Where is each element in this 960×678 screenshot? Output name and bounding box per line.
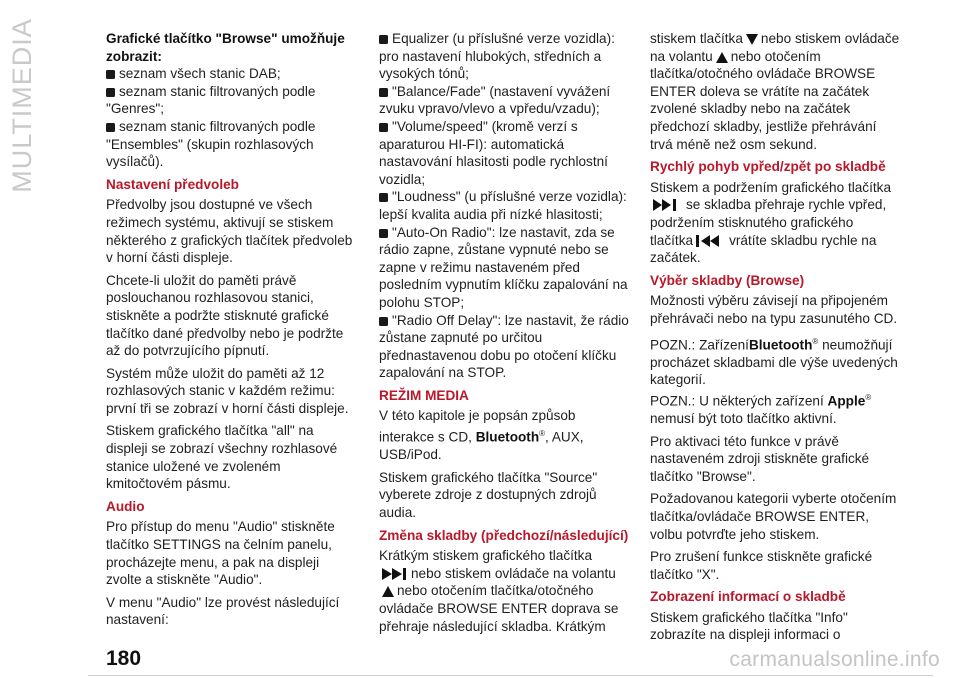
note: POZN.: ZařízeníBluetooth® neumožňují procházet skladbami dle výše uvedených kategorií.	[650, 336, 898, 388]
browse-intro-heading: Grafické tlačítko "Browse" umožňuje zobrazit:	[106, 31, 345, 64]
side-section-label	[2, 17, 42, 193]
section-heading-media: REŽIM MEDIA	[379, 387, 469, 403]
list-item: "Volume/speed" (kromě verzí s aparaturou HI-FI): automatická nastavování hlasitosti podle rychlostní vozidla;	[379, 118, 608, 187]
paragraph: Pro aktivaci této funkce v právě nastaveném zdroji stiskněte grafické tlačítko "Browse".	[650, 433, 870, 484]
side-label-text: MULTIMEDIA	[6, 17, 37, 193]
page-number: 180	[106, 647, 142, 670]
column-3	[650, 30, 900, 649]
paragraph: Stiskem a podržením grafického tlačítka se skladba přehraje rychle vpřed, podržením stisknutého grafického tlačítka vrátíte skladbu rychle na začátek.	[650, 179, 892, 266]
up-arrow-icon	[382, 586, 394, 597]
up-arrow-icon	[716, 52, 728, 63]
bullet-icon	[379, 193, 388, 202]
list-item: "Auto-On Radio": lze nastavit, zda se rádio zapne, zůstane vypnuté nebo se zapne v režimu nastaveném před posledním vypnutím klíčku zapalování na polohu STOP;	[379, 224, 628, 310]
next-track-icon	[382, 568, 408, 580]
list-item: "Radio Off Delay": lze nastavit, že rádio zůstane zapnuté po určitou přednastavenou dobu po otočení klíčku zapalování na STOP.	[379, 312, 629, 381]
bullet-icon	[106, 70, 115, 79]
bullet-icon	[379, 88, 388, 97]
list-item: seznam stanic filtrovaných podle "Genres";	[106, 83, 316, 117]
list-item: "Loudness" (u příslušné verze vozidla): lepší kvalita audia při nízké hlasitosti;	[379, 189, 627, 222]
column-2	[379, 30, 631, 640]
paragraph: Stiskem grafického tlačítka "Source" vyberete zdroje z dostupných zdrojů audia.	[379, 469, 598, 520]
paragraph: Krátkým stiskem grafického tlačítka nebo stiskem ovládače na volantu nebo otočením tlačítka/otočného ovládače BROWSE ENTER doprava se přehraje následující skladba. Krátkým	[379, 548, 619, 634]
list-item: Equalizer (u příslušné verze vozidla): pro nastavení hlubokých, středních a vysokých tónů;	[379, 31, 615, 82]
section-heading-change-track: Změna skladby (předchozí/následující)	[379, 527, 629, 543]
paragraph: Požadovanou kategorii vyberte otočením tlačítka/ovládače BROWSE ENTER, volbu potvrďte jeho stiskem.	[650, 491, 897, 542]
bullet-icon	[106, 123, 115, 132]
section-heading-track-info: Zobrazení informací o skladbě	[650, 589, 846, 605]
paragraph: Možnosti výběru závisejí na připojeném přehrávači nebo na typu zasunutého CD.	[650, 293, 898, 326]
bullet-icon	[379, 229, 388, 238]
list-item: seznam všech stanic DAB;	[106, 65, 358, 83]
fast-forward-icon	[653, 199, 683, 211]
down-arrow-icon	[746, 34, 758, 45]
bullet-icon	[379, 35, 388, 44]
paragraph: V této kapitole je popsán způsob interakce s CD, Bluetooth®, AUX, USB/iPod.	[379, 408, 584, 463]
rewind-icon	[696, 235, 726, 247]
list-item: "Balance/Fade" (nastavení vyvážení zvuku vpravo/vlevo a vpředu/vzadu);	[379, 83, 611, 117]
paragraph: Pro zrušení funkce stiskněte grafické tlačítko "X".	[650, 549, 873, 582]
section-heading-audio: Audio	[106, 498, 145, 514]
bullet-icon	[379, 317, 388, 326]
paragraph: Pro přístup do menu "Audio" stiskněte tlačítko SETTINGS na čelním panelu, procházejte menu, a pak na displeji zvolte a stiskněte "Audio".	[106, 519, 335, 588]
bullet-icon	[106, 88, 115, 97]
paragraph: Stiskem grafického tlačítka "all" na displeji se zobrazí všechny rozhlasové stanice uložené ve zvoleném kmitočtovém pásmu.	[106, 423, 338, 492]
watermark: carmanualsonline.info	[729, 648, 940, 671]
list-item: seznam stanic filtrovaných podle "Ensembles" (skupin rozhlasových vysílačů).	[106, 118, 316, 170]
section-heading-fast-move: Rychlý pohyb vpřed/zpět po skladbě	[650, 159, 886, 175]
footer-divider	[88, 675, 933, 676]
paragraph: Stiskem grafického tlačítka "Info" zobrazíte na displeji informaci o	[650, 609, 848, 643]
note: POZN.: U některých zařízení Apple® nemusí být toto tlačítko aktivní.	[650, 392, 872, 426]
bullet-icon	[379, 123, 388, 132]
column-1	[106, 30, 358, 634]
paragraph: V menu "Audio" lze provést následující nastavení:	[106, 594, 340, 628]
section-heading-track-select: Výběr skladby (Browse)	[650, 272, 805, 288]
paragraph: Chcete-li uložit do paměti právě poslouchanou rozhlasovou stanici, stiskněte a podržte stisknuté grafické tlačítko dané předvolby nebo je podržte až do potvrzujícího pípnutí.	[106, 272, 344, 359]
section-heading-presets: Nastavení předvoleb	[106, 176, 239, 192]
paragraph: Systém může uložit do paměti až 12 rozhlasových stanic v každém režimu: první tři se zobrazí v horní části displeje.	[106, 365, 349, 416]
paragraph: stiskem tlačítka nebo stiskem ovládače na volantu nebo otočením tlačítka/otočného ovládače BROWSE ENTER doleva se vrátíte na začátek zvolené skladby nebo na začátek předchozí skladby, jestliže přehrávání trvá méně než osm sekund.	[650, 31, 900, 152]
paragraph: Předvolby jsou dostupné ve všech režimech systému, aktivují se stiskem některého z grafických tlačítek předvoleb v horní části displeje.	[106, 197, 353, 266]
